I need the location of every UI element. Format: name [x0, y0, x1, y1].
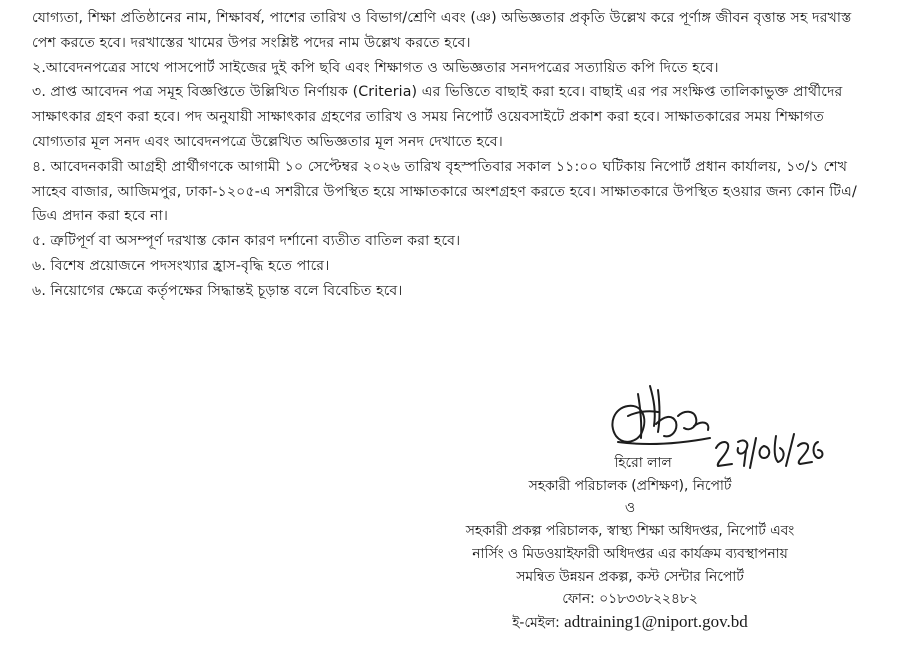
- email-address[interactable]: adtraining1@niport.gov.bd: [564, 611, 748, 631]
- signatory-email-line: [420, 611, 840, 635]
- signatory-role-line-2: নার্সিং ও মিডওয়াইফারী অধিদপ্তর এর কার্যক্রম ব্যবস্থাপনায়: [472, 545, 788, 562]
- signatory-role-line-3: সমন্বিত উন্নয়ন প্রকল্প, কস্ট সেন্টার নিপোর্ট: [516, 568, 744, 585]
- paragraph-qualification-continued: যোগ্যতা, শিক্ষা প্রতিষ্ঠানের নাম, শিক্ষাবর্ষ, পাশের তারিখ ও বিভাগ/শ্রেণি এবং (ঞ) অভিজ্ঞতার প্রকৃতি উল্লেখ করে পূর্ণাঙ্গ জীবন বৃত্তান্ত সহ দরখাস্ত পেশ করতে হবে। দরখাস্তের খামের উপর সংশ্লিষ্ট পদের নাম উল্লেখ করতে হবে।: [32, 10, 852, 51]
- notice-body: [32, 6, 874, 304]
- signatory-role-line-1: সহকারী প্রকল্প পরিচালক, স্বাস্থ্য শিক্ষা অধিদপ্তর, নিপোর্ট এবং: [465, 523, 795, 540]
- paragraph-3-selection-criteria: ৩. প্রাপ্ত আবেদন পত্র সমূহ বিজ্ঞপ্তিতে উল্লিখিত নির্ণায়ক (Criteria) এর ভিত্তিতে বাছাই করা হবে। বাছাই এর পর সংক্ষিপ্ত তালিকাভুক্ত প্রার্থীদের সাক্ষাৎকার গ্রহণ করা হবে। পদ অনুযায়ী সাক্ষাৎকার গ্রহণের তারিখ ও সময় নিপোর্ট ওয়েবসাইটে প্রকাশ করা হবে। সাক্ষাতকারের সময় শিক্ষাগত যোগ্যতার মূল সনদ এবং আবেদনপত্রে উল্লেখিত অভিজ্ঞতার মূল সনদ দেখাতে হবে।: [32, 84, 843, 150]
- signatory-block: [420, 452, 840, 635]
- paragraph-2-photos-certificates: ২.আবেদনপত্রের সাথে পাসপোর্ট সাইজের দুই কপি ছবি এবং শিক্ষাগত ও অভিজ্ঞতার সনদপত্রের সত্যায়িত কপি দিতে হবে।: [32, 59, 719, 76]
- signatory-name: হিরো লাল: [614, 455, 672, 471]
- paragraph-4-interview-schedule: ৪. আবেদনকারী আগ্রহী প্রার্থীগণকে আগামী ১০ সেপ্টেম্বর ২০২৬ তারিখ বৃহস্পতিবার সকাল ১১:০০ ঘটিকায় নিপোর্ট প্রধান কার্যালয়, ১৩/১ শেখ সাহেব বাজার, আজিমপুর, ঢাকা-১২০৫-এ সশরীরে উপস্থিত হয়ে সাক্ষাতকারে অংশগ্রহণ করতে হবে। সাক্ষাতকারে উপস্থিত হওয়ার জন্য কোন টিএ/ডিএ প্রদান করা হবে না।: [32, 158, 857, 225]
- paragraph-5-incomplete-application: ৫. ত্রুটিপূর্ণ বা অসম্পূর্ণ দরখাস্ত কোন কারণ দর্শানো ব্যতীত বাতিল করা হবে।: [32, 233, 461, 250]
- signatory-designation: সহকারী পরিচালক (প্রশিক্ষণ), নিপোর্ট: [528, 477, 732, 494]
- paragraph-7-authority-decision: ৬. নিয়োগের ক্ষেত্রে কর্তৃপক্ষের সিদ্ধান্তই চূড়ান্ত বলে বিবেচিত হবে।: [32, 282, 403, 299]
- email-label: ই-মেইল:: [512, 614, 560, 631]
- signatory-phone: ফোন: ০১৮৩৩৮২২৪৮২: [562, 591, 698, 608]
- signatory-conjunction: ও: [624, 500, 636, 517]
- paragraph-6-post-count-change: ৬. বিশেষ প্রয়োজনে পদসংখ্যার হ্রাস-বৃদ্ধি হতে পারে।: [32, 257, 330, 274]
